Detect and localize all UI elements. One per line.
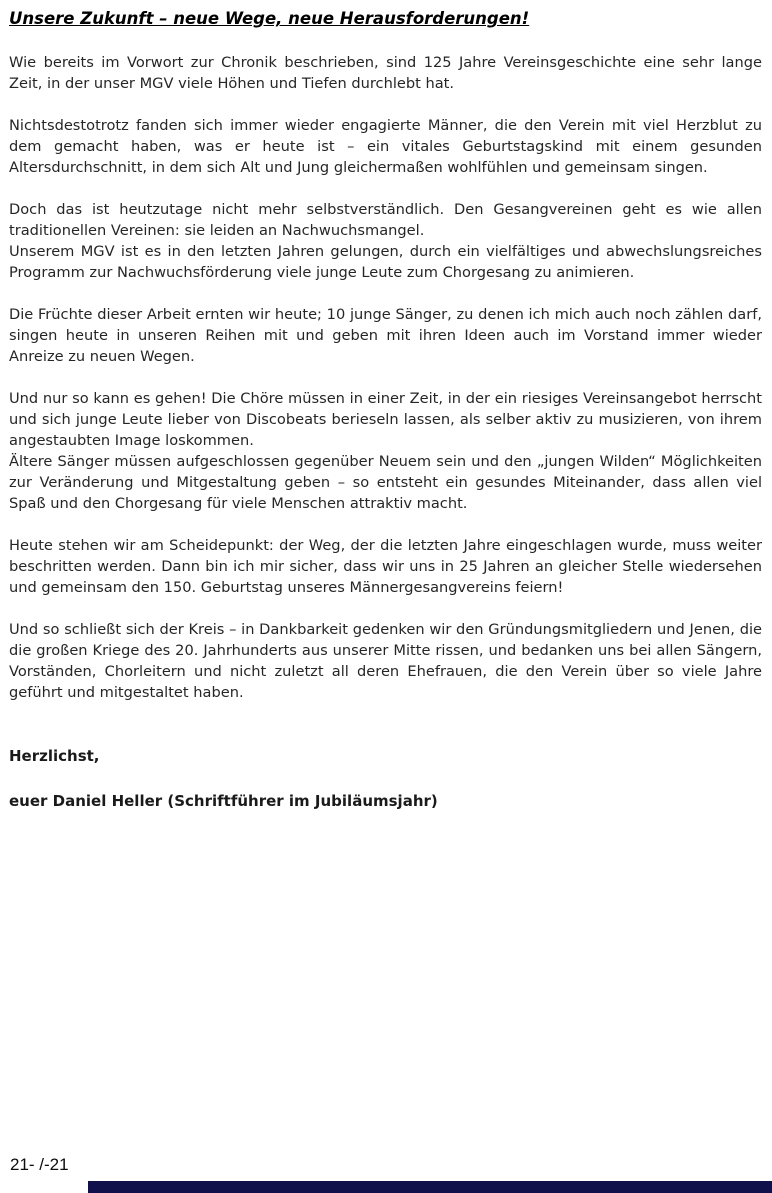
page-title: Unsere Zukunft – neue Wege, neue Herausforderungen! xyxy=(9,9,530,28)
paragraph-block xyxy=(9,619,762,703)
paragraph-block xyxy=(9,52,762,94)
paragraph: Nichtsdestotrotz fanden sich immer wieder engagierte Männer, die den Verein mit viel Herzblut zu dem gemacht haben, was er heute ist – ein vitales Geburtstagskind mit einem gesunden Altersdurchschnitt, in dem sich Alt und Jung gleichermaßen wohlfühlen und gemeinsam singen. xyxy=(9,117,762,176)
closing-signature: euer Daniel Heller (Schriftführer im Jubiläumsjahr) xyxy=(9,792,438,810)
paragraph: Wie bereits im Vorwort zur Chronik beschrieben, sind 125 Jahre Vereinsgeschichte eine sehr lange Zeit, in der unser MGV viele Höhen und Tiefen durchlebt hat. xyxy=(9,54,762,92)
closing-salutation: Herzlichst, xyxy=(9,747,100,765)
paragraph-block xyxy=(9,304,762,367)
paragraph-block xyxy=(9,115,762,178)
paragraph-block xyxy=(9,388,762,514)
paragraph: Ältere Sänger müssen aufgeschlossen gegenüber Neuem sein und den „jungen Wilden“ Möglichkeiten zur Veränderung und Mitgestaltung geben – so entsteht ein gesundes Miteinander, dass allen viel Spaß und den Chorgesang für viele Menschen attraktiv macht. xyxy=(9,453,762,512)
closing-section xyxy=(9,746,762,812)
paragraph: Unserem MGV ist es in den letzten Jahren gelungen, durch ein vielfältiges und abwechslungsreiches Programm zur Nachwuchsförderung viele junge Leute zum Chorgesang zu animieren. xyxy=(9,243,762,281)
bottom-page-edge-bar xyxy=(88,1181,772,1193)
paragraph: Und nur so kann es gehen! Die Chöre müssen in einer Zeit, in der ein riesiges Vereinsangebot herrscht und sich junge Leute lieber von Discobeats berieseln lassen, als selber aktiv zu musizieren, von ihrem angestaubten Image loskommen. xyxy=(9,390,762,449)
paragraph: Heute stehen wir am Scheidepunkt: der Weg, der die letzten Jahre eingeschlagen wurde, muss weiter beschritten werden. Dann bin ich mir sicher, dass wir uns in 25 Jahren an gleicher Stelle wiedersehen und gemeinsam den 150. Geburtstag unseres Männergesangvereins feiern! xyxy=(9,537,762,596)
paragraph: Doch das ist heutzutage nicht mehr selbstverständlich. Den Gesangvereinen geht es wie allen traditionellen Vereinen: sie leiden an Nachwuchsmangel. xyxy=(9,201,762,239)
paragraph-block xyxy=(9,199,762,283)
paragraph: Die Früchte dieser Arbeit ernten wir heute; 10 junge Sänger, zu denen ich mich auch noch zählen darf, singen heute in unseren Reihen mit und geben mit ihren Ideen auch im Vorstand immer wieder Anreize zu neuen Wegen. xyxy=(9,306,762,365)
page-number: 21- /-21 xyxy=(10,1155,69,1174)
paragraph-blocks xyxy=(9,52,762,703)
paragraph-block xyxy=(9,535,762,598)
paragraph: Und so schließt sich der Kreis – in Dankbarkeit gedenken wir den Gründungsmitgliedern und Jenen, die die großen Kriege des 20. Jahrhunderts aus unserer Mitte rissen, und bedanken uns bei allen Sängern, Vorständen, Chorleitern und nicht zuletzt all deren Ehefrauen, die den Verein über so viele Jahre geführt und mitgestaltet haben. xyxy=(9,621,762,701)
